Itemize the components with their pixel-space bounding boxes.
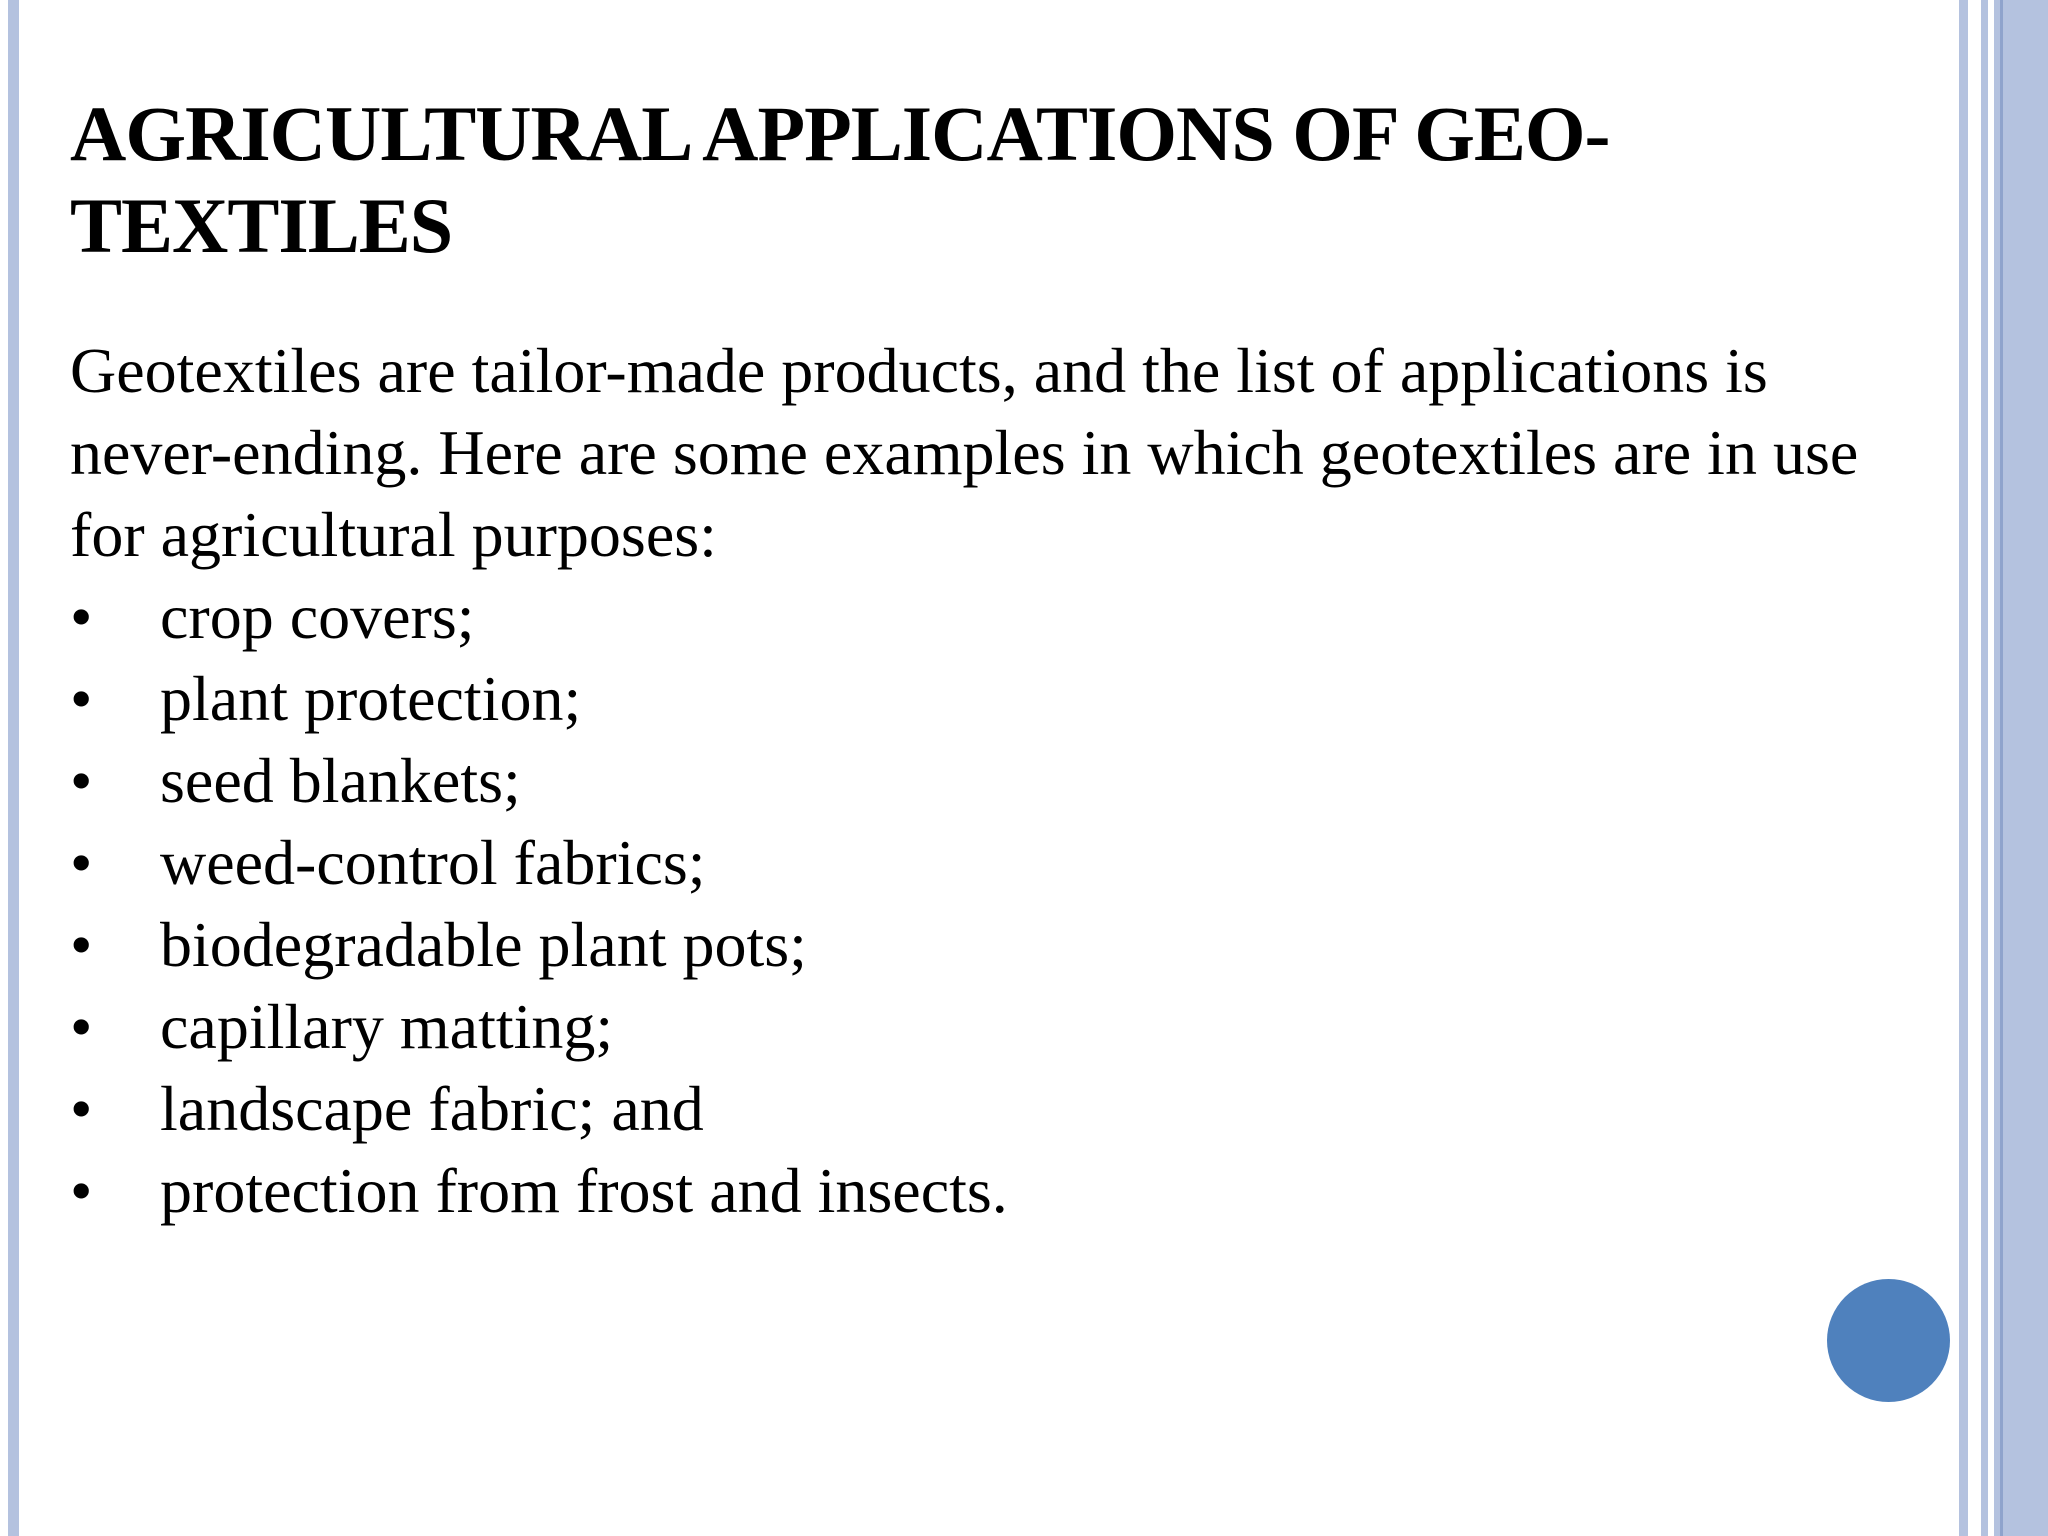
list-item [70,576,1890,658]
intro-paragraph: Geotextiles are tailor-made products, and the list of applications is never-ending. Here are some examples in which geotextiles are in use for agricultural purposes: [70,335,1859,570]
bullet-icon: • [70,991,93,1062]
list-item [70,986,1890,1068]
list-item [70,1150,1890,1232]
slide-body [70,330,1890,1232]
list-item-text: protection from frost and insects. [160,1155,1008,1226]
list-item-text: crop covers; [160,581,475,652]
right-accent-line [1959,0,1968,1536]
bullet-icon: • [70,1073,93,1144]
list-item-text: landscape fabric; and [160,1073,704,1144]
list-item [70,740,1890,822]
decorative-circle [1827,1279,1950,1402]
right-accent-line [1981,0,1988,1536]
list-item [70,1068,1890,1150]
right-accent-inner-line [2000,0,2003,1536]
bullet-icon: • [70,827,93,898]
bullet-icon: • [70,1155,93,1226]
list-item-text: seed blankets; [160,745,521,816]
list-item-text: weed-control fabrics; [160,827,706,898]
list-item [70,822,1890,904]
bullet-list [70,576,1890,1232]
bullet-icon: • [70,745,93,816]
slide-title: AGRICULTURAL APPLICATIONS OF GEO-TEXTILES [70,90,1610,269]
list-item-text: plant protection; [160,663,582,734]
left-accent-bar [8,0,19,1536]
list-item-text: capillary matting; [160,991,614,1062]
bullet-icon: • [70,581,93,652]
list-item [70,658,1890,740]
list-item [70,904,1890,986]
bullet-icon: • [70,909,93,980]
list-item-text: biodegradable plant pots; [160,909,807,980]
bullet-icon: • [70,663,93,734]
